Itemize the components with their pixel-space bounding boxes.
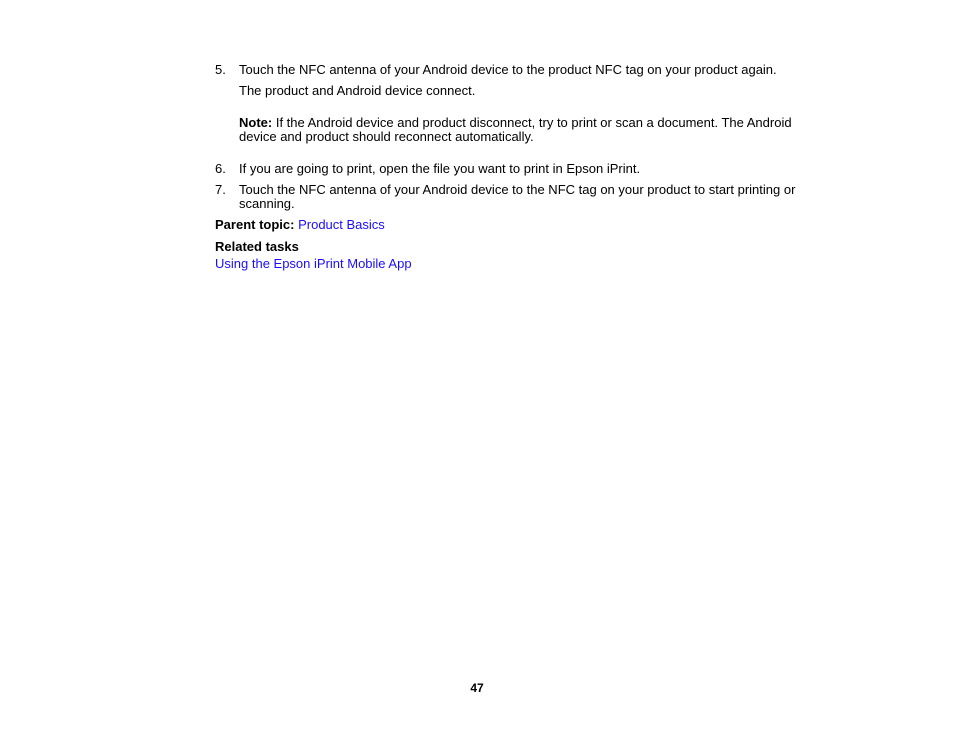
step-number: 6.: [215, 161, 226, 176]
parent-topic-label: Parent topic:: [215, 217, 295, 232]
related-tasks-list: [215, 257, 815, 271]
note-label: Note:: [239, 115, 273, 130]
parent-topic-link[interactable]: Product Basics: [298, 217, 385, 232]
step-5: [215, 63, 815, 77]
parent-topic: [215, 218, 815, 232]
step-result: The product and Android device connect.: [239, 83, 476, 98]
step-6: [215, 162, 815, 176]
note: [239, 116, 815, 144]
related-task-link[interactable]: Using the Epson iPrint Mobile App: [215, 256, 412, 271]
step-text: Touch the NFC antenna of your Android device to the product NFC tag on your product again.: [239, 62, 777, 77]
step-text: Touch the NFC antenna of your Android device to the NFC tag on your product to start printing or scanning.: [239, 182, 796, 211]
step-7: [215, 183, 815, 211]
page-number: 47: [470, 681, 484, 695]
step-number: 5.: [215, 62, 226, 77]
step-number: 7.: [215, 182, 226, 197]
note-text: If the Android device and product disconnect, try to print or scan a document. The Android device and product should reconnect automatically.: [239, 115, 792, 144]
step-text: If you are going to print, open the file you want to print in Epson iPrint.: [239, 161, 641, 176]
related-tasks-heading: Related tasks: [215, 239, 299, 254]
